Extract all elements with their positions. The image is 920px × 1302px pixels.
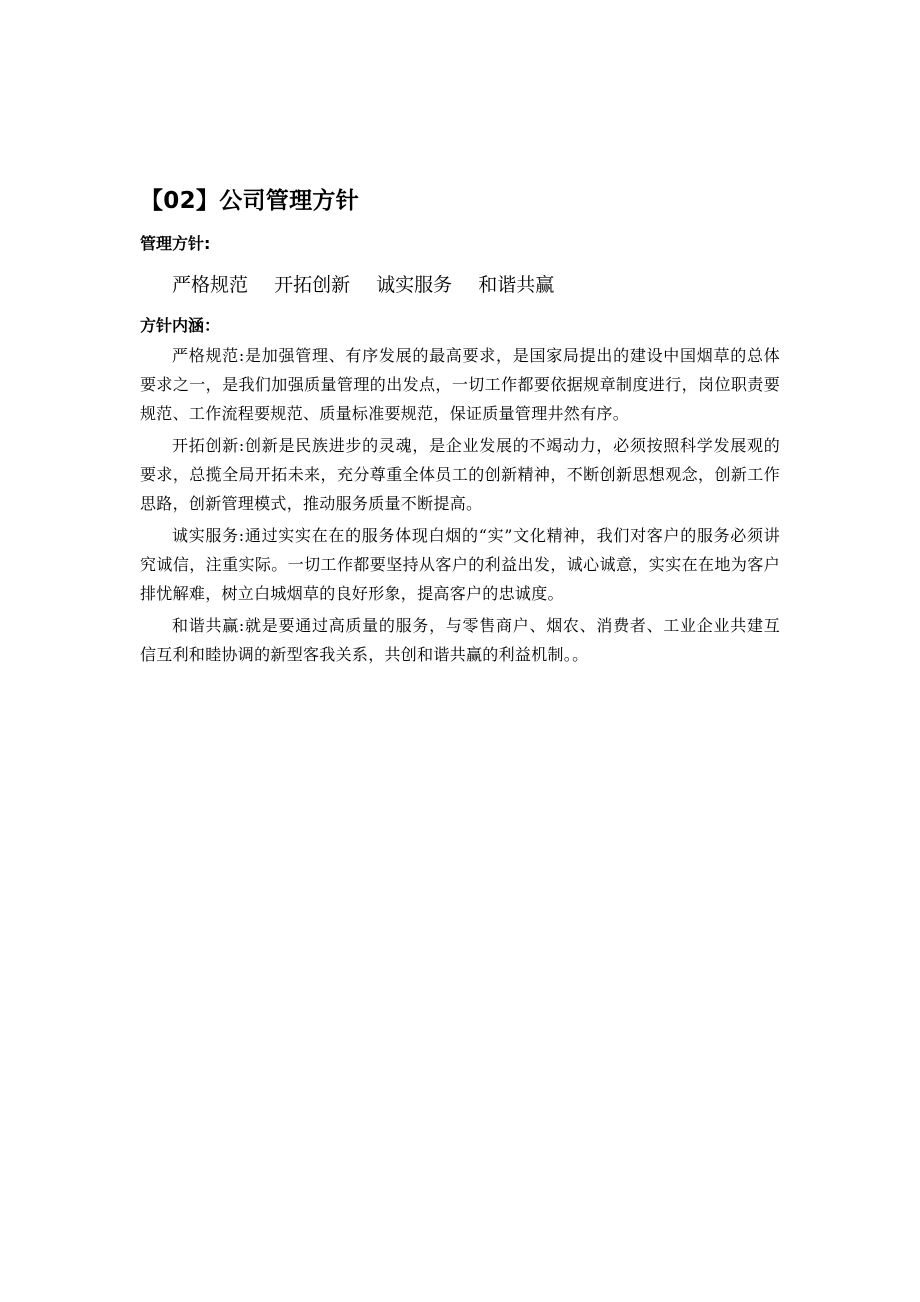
paragraph-innovation: 开拓创新:创新是民族进步的灵魂，是企业发展的不竭动力，必须按照科学发展观的要求，总揽全局开拓未来，充分尊重全体员工的创新精神，不断创新思想观念，创新工作思路，创新管理模式，推动服务质量不断提高。	[140, 435, 780, 513]
slogan-item: 和谐共赢	[478, 273, 555, 296]
document-page	[140, 188, 780, 669]
slogan-list	[140, 274, 780, 297]
paragraph-harmony-win-win: 和谐共赢:就是要通过高质量的服务，与零售商户、烟农、消费者、工业企业共建互信互利和睦协调的新型客我关系，共创和谐共赢的利益机制。。	[140, 615, 780, 664]
meaning-label: 方针内涵：	[140, 315, 221, 335]
slogan-item: 开拓创新	[274, 273, 351, 296]
page-title: 【02】公司管理方针	[140, 188, 360, 214]
policy-label: 管理方针:	[140, 233, 211, 253]
paragraph-honest-service: 诚实服务:通过实实在在的服务体现白烟的“实”文化精神，我们对客户的服务必须讲究诚信，注重实际。一切工作都要坚持从客户的利益出发，诚心诚意，实实在在地为客户排忧解难，树立白城烟草的良好形象，提高客户的忠诚度。	[140, 525, 780, 603]
paragraph-strict-standards: 严格规范:是加强管理、有序发展的最高要求，是国家局提出的建设中国烟草的总体要求之一，是我们加强质量管理的出发点，一切工作都要依据规章制度进行，岗位职责要规范、工作流程要规范、质量标准要规范，保证质量管理井然有序。	[140, 345, 780, 423]
slogan-item: 严格规范	[172, 273, 249, 296]
slogan-item: 诚实服务	[376, 273, 453, 296]
